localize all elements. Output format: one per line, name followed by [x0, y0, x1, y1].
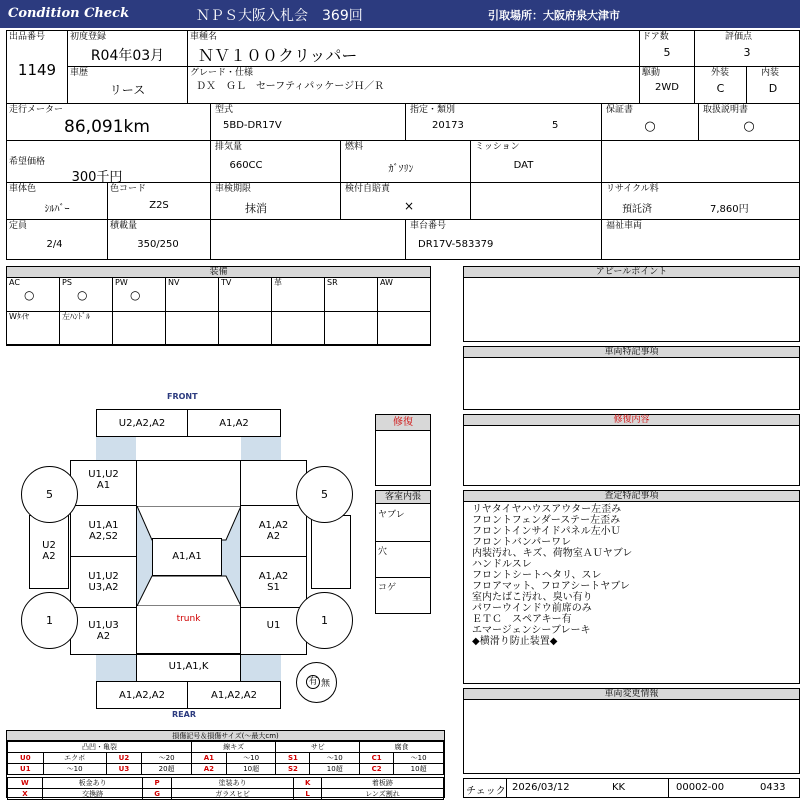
equipment-mark: ○: [130, 288, 141, 302]
equipment-cell-ps: [60, 278, 113, 312]
fuel-value: ｶﾞｿﾘﾝ: [388, 164, 414, 175]
blank-cell-2: [470, 182, 602, 220]
price-cell: 希望価格 300千円: [6, 140, 211, 183]
zone-rear-left: A1,A2,A2: [96, 681, 188, 709]
repair-content-panel: [463, 414, 800, 486]
equipment-cell-extra: [219, 312, 272, 345]
inspection-note-line: フロントバンパーワレ: [472, 537, 572, 548]
legend-cell: 10超: [310, 764, 360, 775]
equipment-cell-pw: [113, 278, 166, 312]
exterior-value: C: [716, 82, 725, 95]
spare-tire: [296, 662, 337, 703]
welfare-cell: 福祉車両: [601, 219, 800, 260]
legend-cell: G: [143, 789, 171, 800]
cabin-title: 客室内張: [376, 491, 430, 504]
spare-yes: 有: [306, 675, 320, 689]
equipment-key: AW: [380, 278, 393, 287]
mileage-cell: 走行メーター 86,091km: [6, 103, 211, 141]
category-value: 5: [552, 120, 559, 131]
color-cell: 車体色 ｼﾙﾊﾞｰ: [6, 182, 108, 220]
type-value: 5BD-DR17V: [223, 120, 282, 131]
legend-cell: 20超: [142, 764, 192, 775]
zone-left-side: U2 A2: [29, 515, 69, 589]
legend-cell: ガラスヒビ: [171, 789, 294, 800]
equipment-mark: ○: [77, 288, 88, 302]
legend-cell: 〜10: [394, 753, 444, 764]
legend-title: 損傷記号＆損傷サイズ(〜最大cm): [7, 731, 444, 741]
legend-cell: 〜20: [142, 753, 192, 764]
change-info-title: 車両変更情報: [464, 689, 799, 700]
lot-number: 1149: [17, 61, 57, 79]
legend-cell: 10超: [394, 764, 444, 775]
trunk-zone: [136, 606, 241, 654]
legend-cell: 〜10: [310, 753, 360, 764]
color-code-cell: 色コード Z2S: [107, 182, 211, 220]
equipment-cell-extra: Wﾀｲﾔ: [7, 312, 60, 345]
check-label: チェック: [466, 786, 506, 797]
first-registration: R04年03月: [90, 48, 165, 64]
legend-cell: 凸凹・亀裂: [8, 742, 192, 753]
zone-right-quarter: U1: [240, 607, 307, 655]
inspection-note-line: フロントフェンダーステー左歪み: [472, 515, 621, 526]
change-info-panel: [463, 688, 800, 774]
score-cell: 評価点 3: [694, 30, 800, 67]
legend-cell: 〜10: [43, 764, 106, 775]
tire-front-left: 5: [21, 466, 78, 523]
spare-no: 無: [321, 679, 331, 689]
pickup-location: 引取場所：大阪府泉大津市: [488, 9, 620, 22]
check-date: 2026/03/12: [512, 782, 570, 793]
mission-value: DAT: [513, 160, 534, 171]
inspection-cell: 車検期限 抹消: [210, 182, 341, 220]
inspection-note-line: フロアマット、フロアシートヤブレ: [472, 581, 630, 592]
designation-cell: 指定・類別 20173 5: [405, 103, 602, 141]
zone-shade: [96, 654, 136, 682]
displacement-value: 660CC: [229, 160, 263, 171]
manual-value: ○: [743, 119, 755, 134]
legend-cell: S1: [276, 753, 310, 764]
cabin-burn: コゲ: [378, 583, 397, 593]
zone-rear-right: A1,A2,A2: [187, 681, 281, 709]
repair-title: 修復: [376, 415, 430, 431]
legend-cell: S2: [276, 764, 310, 775]
zone-right-rear-door: A1,A2 S1: [240, 556, 307, 608]
model-name: ＮＶ１００クリッパー: [198, 46, 358, 65]
warranty-value: ○: [644, 119, 656, 134]
zone-left-fender: U1,U2 A1: [70, 460, 137, 506]
legend-cell: 交換跡: [42, 789, 143, 800]
legend-cell: K: [294, 778, 321, 789]
equipment-cell-extra: [166, 312, 219, 345]
footer-bar: [463, 778, 800, 798]
inspection-note-line: 内装汚れ、キズ、荷物室ＡＵヤブレ: [472, 548, 633, 559]
appeal-title: アピールポイント: [464, 267, 799, 278]
legend-cell: W: [8, 778, 43, 789]
inspection-notes-title: 査定特記事項: [464, 491, 799, 502]
legend-cell: 塗装あり: [171, 778, 294, 789]
damage-legend: [6, 730, 445, 798]
grade-value: ＤＸ ＧＬ セーフティパッケージＨ／Ｒ: [196, 81, 385, 92]
header-bar: [0, 0, 800, 28]
equipment-key: AC: [9, 278, 20, 287]
chassis-value: DR17V-583379: [418, 239, 494, 250]
equipment-title: 装備: [7, 267, 430, 278]
inspector-code: KK: [612, 782, 626, 793]
liability-value: ×: [403, 199, 415, 213]
legend-cell: C1: [360, 753, 394, 764]
equipment-panel: [6, 266, 431, 346]
zone-shade: [241, 436, 281, 460]
equipment-cell-extra: [272, 312, 325, 345]
color-value: ｼﾙﾊﾞｰ: [44, 204, 70, 215]
liability-cell: 検付自賠責 ×: [340, 182, 471, 220]
inspection-note-line: エマージェンシーブレーキ: [472, 625, 591, 636]
equipment-key: PS: [62, 278, 72, 287]
equipment-cell-tv: [219, 278, 272, 312]
legend-cell: エクボ: [43, 753, 106, 764]
grade-cell: グレード・仕様 ＤＸ ＧＬ セーフティパッケージＨ／Ｒ: [187, 66, 640, 104]
drive-cell: 駆動 2WD: [639, 66, 695, 104]
cabin-box: [375, 490, 431, 614]
legend-table-2: [7, 777, 444, 800]
fuel-cell: 燃料 ｶﾞｿﾘﾝ: [340, 140, 471, 183]
auction-name: ＮＰＳ大阪入札会 369回: [196, 8, 363, 24]
equipment-cell-ac: [7, 278, 60, 312]
legend-cell: 線キズ: [191, 742, 276, 753]
zone-left-quarter: U1,U3 A2: [70, 607, 137, 655]
legend-cell: サビ: [276, 742, 360, 753]
inspection-notes-panel: [463, 490, 800, 684]
chassis-cell: 車台番号 DR17V-583379: [405, 219, 602, 260]
cabin-hole: 穴: [378, 547, 388, 557]
blank-cell-3: [210, 219, 406, 260]
tire-front-right: 5: [296, 466, 353, 523]
legend-cell: 10超: [226, 764, 276, 775]
inspection-note-line: フロントインサイドパネル左小Ｕ: [472, 526, 621, 537]
recycle-fee: 7,860円: [710, 204, 749, 215]
score-value: 3: [743, 46, 751, 59]
designation-value: 20173: [432, 120, 464, 131]
tire-rear-left: 1: [21, 592, 78, 649]
zone-front-left: U2,A2,A2: [96, 409, 188, 437]
equipment-key: PW: [115, 278, 128, 287]
front-label: FRONT: [167, 392, 198, 401]
legend-cell: U2: [106, 753, 142, 764]
zone-left-rear-door: U1,U2 U3,A2: [70, 556, 137, 608]
first-reg-cell: 初度登録 R04年03月: [67, 30, 188, 67]
displacement-cell: 排気量 660CC: [210, 140, 341, 183]
code-two: 0433: [760, 782, 786, 793]
load-cell: 積載量 350/250: [107, 219, 211, 260]
repair-content-title: 修復内容: [464, 415, 799, 426]
equipment-grid: [7, 278, 430, 345]
inspection-notes-list: [472, 504, 792, 647]
doors-cell: ドア数 5: [639, 30, 695, 67]
inspection-note-line: リヤタイヤハウスアウター左歪み: [472, 504, 622, 515]
legend-cell: 腐食: [360, 742, 444, 753]
legend-cell: 〜10: [226, 753, 276, 764]
zone-rear-gate: U1,A1,K: [136, 654, 241, 682]
vehicle-notes-title: 車両特記事項: [464, 347, 799, 358]
equipment-cell-革: [272, 278, 325, 312]
capacity-cell: 定員 2/4: [6, 219, 108, 260]
legend-cell: A2: [191, 764, 226, 775]
history-cell: 車歴 リース: [67, 66, 188, 104]
zone-shade: [241, 654, 281, 682]
legend-cell: レンズ割れ: [321, 789, 443, 800]
repair-box: [375, 414, 431, 486]
header-title: Condition Check: [8, 6, 130, 21]
hood-zone: [136, 460, 241, 506]
inspection-note-line: 室内たばこ汚れ、臭い有り: [472, 592, 593, 603]
vehicle-notes-panel: [463, 346, 800, 410]
zone-roof: A1,A1: [152, 538, 222, 576]
equipment-key: TV: [221, 278, 232, 287]
equipment-cell-aw: [378, 278, 431, 312]
interior-cell: 内装 D: [746, 66, 800, 104]
exterior-cell: 外装 C: [694, 66, 747, 104]
mission-cell: ミッション DAT: [470, 140, 602, 183]
equipment-mark: ○: [24, 288, 35, 302]
inspection-note-line: ◆横滑り防止装置◆: [472, 636, 558, 647]
legend-cell: 板金あり: [42, 778, 143, 789]
appeal-panel: [463, 266, 800, 342]
equipment-cell-nv: [166, 278, 219, 312]
legend-cell: U0: [8, 753, 44, 764]
legend-table: [7, 741, 444, 775]
interior-value: D: [768, 82, 778, 95]
inspection-note-line: フロントシートヘタリ、スレ: [472, 570, 602, 581]
code-one: 00002-00: [676, 782, 725, 793]
legend-cell: L: [294, 789, 321, 800]
history-value: リース: [109, 83, 146, 97]
equipment-key: NV: [168, 278, 180, 287]
trunk-label: trunk: [176, 614, 201, 624]
mileage-value: 86,091km: [64, 117, 150, 137]
manual-cell: 取扱説明書 ○: [698, 103, 800, 141]
equipment-cell-extra: 左ﾊﾝﾄﾞﾙ: [60, 312, 113, 345]
zone-right-side: [311, 515, 351, 589]
zone-shade: [96, 436, 136, 460]
legend-cell: X: [8, 789, 43, 800]
legend-cell: A1: [191, 753, 226, 764]
rear-label: REAR: [172, 710, 196, 719]
legend-cell: U1: [8, 764, 44, 775]
doors-value: 5: [663, 46, 671, 59]
legend-cell: P: [143, 778, 171, 789]
warranty-cell: 保証書 ○: [601, 103, 699, 141]
inspection-note-line: パワーウインドウ前席のみ: [472, 603, 592, 614]
blank-cell: [601, 140, 800, 183]
price-value: 300千円: [71, 170, 123, 185]
equipment-key: 革: [274, 278, 282, 287]
drive-value: 2WD: [655, 82, 679, 93]
zone-left-front-door: U1,A1 A2,S2: [70, 505, 137, 557]
inspection-value: 抹消: [245, 202, 267, 215]
recycle-cell: リサイクル料 預託済 7,860円: [601, 182, 800, 220]
equipment-cell-extra: [113, 312, 166, 345]
legend-cell: 着板跡: [321, 778, 443, 789]
lot-cell: 出品番号 1149: [6, 30, 68, 104]
equipment-cell-extra: [325, 312, 378, 345]
color-code-value: Z2S: [149, 200, 169, 211]
inspection-note-line: ＥＴＣ スペアキー有: [472, 614, 572, 625]
zone-right-front-door: A1,A2 A2: [240, 505, 307, 557]
equipment-key: SR: [327, 278, 338, 287]
cabin-tear: ヤブレ: [378, 510, 405, 520]
capacity-value: 2/4: [46, 239, 63, 250]
recycle-status: 預託済: [622, 204, 652, 215]
model-cell: 車種名 ＮＶ１００クリッパー: [187, 30, 640, 67]
zone-front-right: A1,A2: [187, 409, 281, 437]
equipment-cell-extra: [378, 312, 431, 345]
legend-cell: U3: [106, 764, 142, 775]
load-value: 350/250: [137, 239, 179, 250]
tire-rear-right: 1: [296, 592, 353, 649]
inspection-note-line: ハンドルスレ: [472, 559, 532, 570]
equipment-cell-sr: [325, 278, 378, 312]
type-cell: 型式 5BD-DR17V: [210, 103, 406, 141]
legend-cell: C2: [360, 764, 394, 775]
